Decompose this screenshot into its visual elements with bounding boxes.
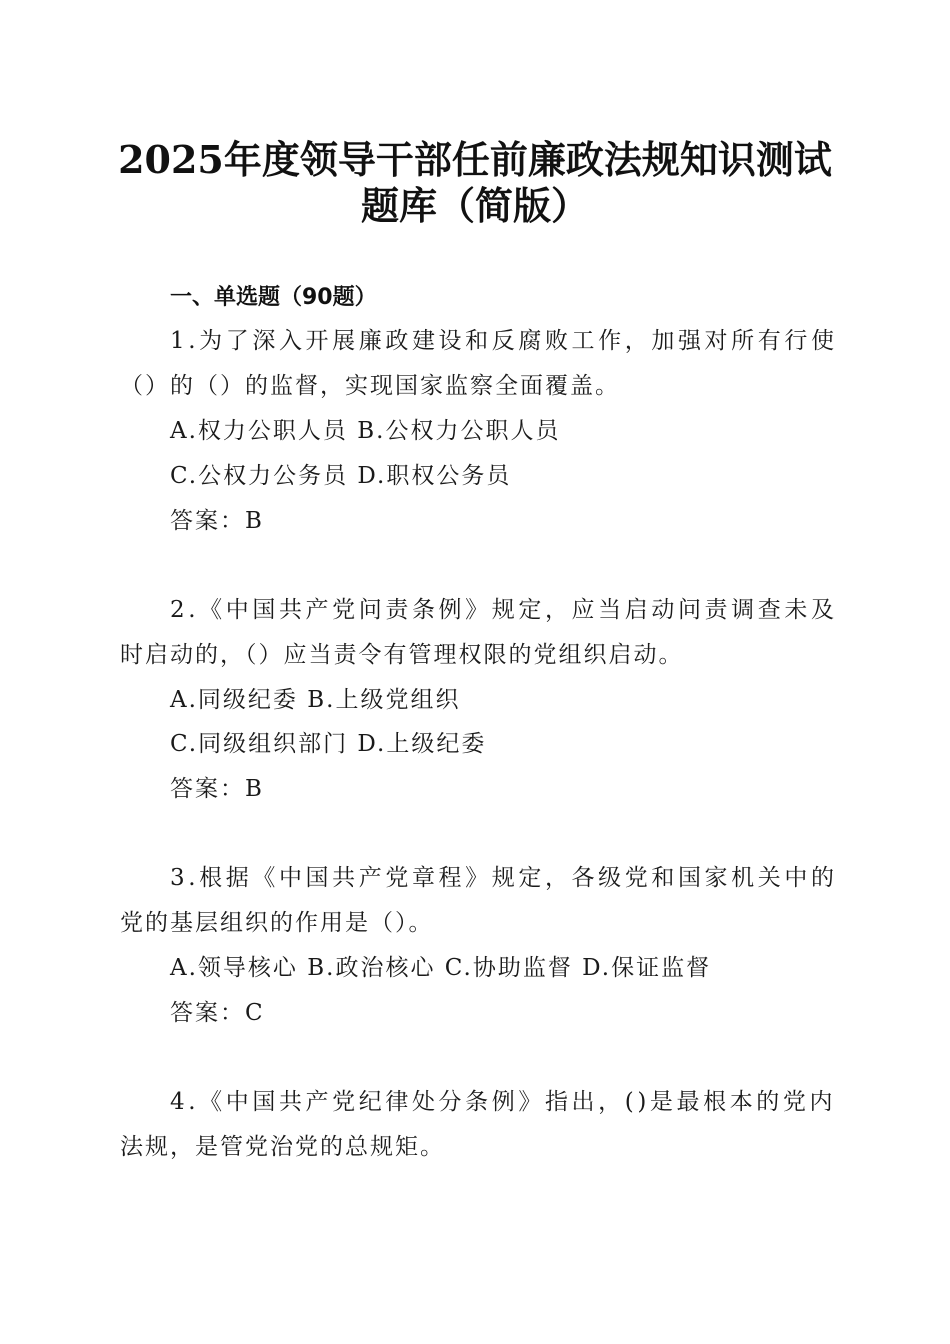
question-2-options-line-1: A.同级纪委 B.上级党组织 [170,687,461,713]
section-heading: 一、单选题（90题） [170,285,377,310]
question-2-stem-line-2: 时启动的，（）应当责令有管理权限的党组织启动。 [120,642,684,668]
question-2-stem-line-1: 2.《中国共产党问责条例》规定，应当启动问责调查未及 [170,597,838,623]
question-4-stem-line-1: 4.《中国共产党纪律处分条例》指出，()是最根本的党内 [170,1089,837,1115]
question-1-stem-line-2: （）的（）的监督，实现国家监察全面覆盖。 [120,373,620,399]
question-3-options-line-1: A.领导核心 B.政治核心 C.协助监督 D.保证监督 [170,955,712,981]
question-3-stem-line-2: 党的基层组织的作用是（）。 [120,910,434,936]
question-2-answer: 答案：B [170,776,264,802]
question-1-stem-line-1: 1.为了深入开展廉政建设和反腐败工作，加强对所有行使 [170,328,838,354]
document-title: 2025年度领导干部任前廉政法规知识测试题库（简版） [118,137,832,228]
question-2-options-line-2: C.同级组织部门 D.上级纪委 [170,731,487,757]
question-4-stem-line-2: 法规，是管党治党的总规矩。 [120,1134,445,1160]
question-1-options-line-1: A.权力公职人员 B.公权力公职人员 [170,418,561,444]
question-1-answer: 答案：B [170,508,264,534]
question-1-options-line-2: C.公权力公务员 D.职权公务员 [170,463,512,489]
question-3-stem-line-1: 3.根据《中国共产党章程》规定，各级党和国家机关中的 [170,865,838,891]
question-3-answer: 答案：C [170,1000,265,1026]
